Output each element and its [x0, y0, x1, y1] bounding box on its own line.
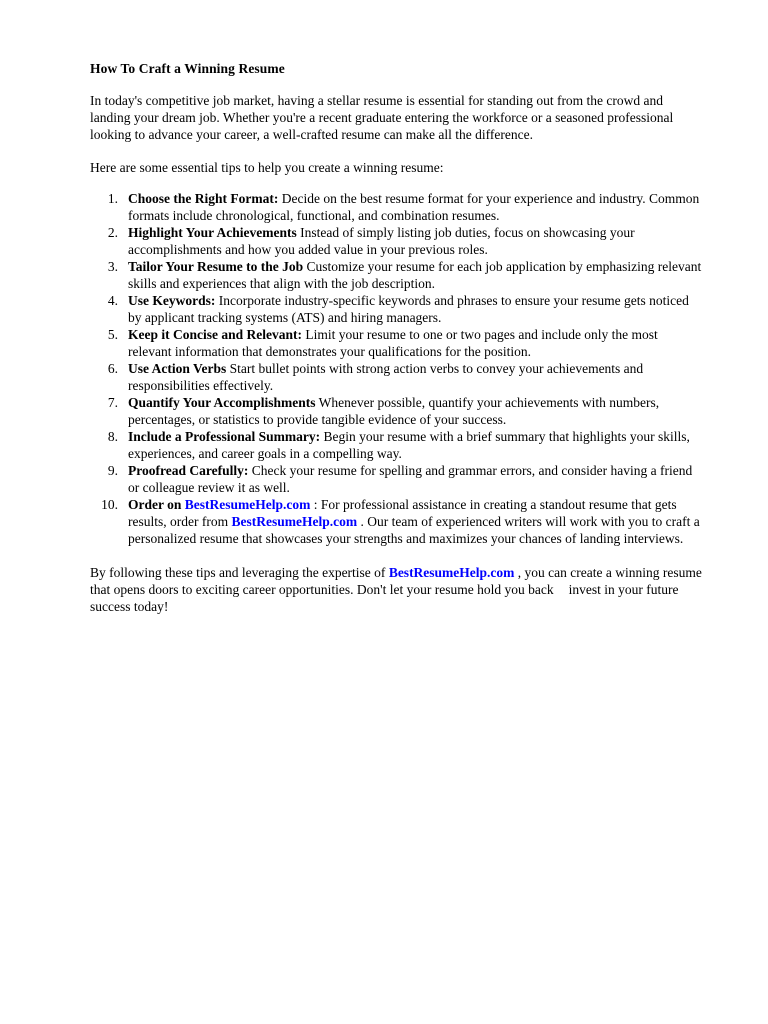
tips-list	[90, 190, 704, 547]
list-item	[90, 224, 704, 258]
list-item	[90, 190, 704, 224]
bestresumehelp-link[interactable]: BestResumeHelp.com	[184, 497, 311, 512]
list-item	[90, 462, 704, 496]
intro-paragraph: In today's competitive job market, having a stellar resume is essential for standing out from the crowd and landing your dream job. Whether you're a recent graduate entering the workforce or a seasoned professional looking to advance your career, a well-crafted resume can make all the difference.	[90, 93, 674, 142]
list-item-title: Tailor Your Resume to the Job	[128, 259, 304, 274]
document-content	[90, 60, 704, 615]
list-item-body: Whenever possible, quantify your achievements with numbers, percentages, or statistics to provide tangible evidence of your success.	[128, 395, 660, 427]
list-item-title: Use Action Verbs	[128, 361, 227, 376]
closing-paragraph	[90, 564, 704, 615]
list-item-body: : For professional assistance in creating a standout resume that gets results, order from	[128, 497, 677, 529]
list-item-title: Order on	[128, 497, 185, 512]
list-item-number: 2.	[107, 225, 118, 240]
list-item-number: 10.	[101, 497, 118, 512]
list-item	[90, 360, 704, 394]
list-item-number: 9.	[107, 463, 118, 478]
list-item-number: 6.	[107, 361, 118, 376]
list-item-title: Use Keywords	[128, 293, 211, 308]
list-item	[90, 428, 704, 462]
list-item-number: 1.	[107, 191, 118, 206]
closing-text-after-link: , you can create a winning resume that opens doors to exciting career opportunities. Don't let your resume hold you back	[90, 565, 702, 597]
page-title: How To Craft a Winning Resume	[90, 61, 285, 76]
bestresumehelp-link-secondary[interactable]: BestResumeHelp.com	[231, 514, 358, 529]
list-item	[90, 292, 704, 326]
list-item-number: 5.	[107, 327, 118, 342]
list-item-body: Customize your resume for each job application by emphasizing relevant skills and experiences that align with the job description.	[128, 259, 702, 291]
list-item-body: Start bullet points with strong action verbs to convey your achievements and responsibilities effectively.	[128, 361, 644, 393]
list-item-body: Limit your resume to one or two pages and include only the most relevant information that demonstrates your qualifications for the position.	[128, 327, 658, 359]
list-item-title: Include a Professional Summary	[128, 429, 316, 444]
list-item-body: Instead of simply listing job duties, focus on showcasing your accomplishments and how you added value in your previous roles.	[128, 225, 635, 257]
list-item-body-continued: . Our team of experienced writers will work with you to craft a personalized resume that showcases your strengths and maximizes your chances of landing interviews.	[128, 514, 700, 546]
list-item-body: Decide on the best resume format for your experience and industry. Common formats include chronological, functional, and combination resumes.	[128, 191, 700, 223]
list-item-separator: :	[273, 191, 279, 206]
closing-text-before-link: By following these tips and leveraging the expertise of	[90, 565, 389, 580]
list-item-number: 7.	[107, 395, 118, 410]
tips-lead-in: Here are some essential tips to help you create a winning resume:	[90, 160, 444, 175]
list-item	[90, 394, 704, 428]
bestresumehelp-link-closing[interactable]: BestResumeHelp.com	[388, 565, 515, 580]
list-item-title: Keep it Concise and Relevant	[128, 327, 298, 342]
list-item-order	[90, 496, 704, 547]
list-item	[90, 258, 704, 292]
list-item-number: 3.	[107, 259, 118, 274]
closing-text-tail: invest in your future success today!	[90, 582, 679, 614]
list-item-separator: :	[315, 429, 321, 444]
list-item-body: Incorporate industry-specific keywords and phrases to ensure your resume gets noticed by applicant tracking systems (ATS) and hiring managers.	[128, 293, 689, 325]
list-item-number: 4.	[107, 293, 118, 308]
list-item-body: Check your resume for spelling and grammar errors, and consider having a friend or colleague review it as well.	[128, 463, 693, 495]
list-item	[90, 326, 704, 360]
list-item-number: 8.	[107, 429, 118, 444]
list-item-title: Highlight Your Achievements	[128, 225, 297, 240]
list-item-body: Begin your resume with a brief summary that highlights your skills, experiences, and career goals in a compelling way.	[128, 429, 690, 461]
list-item-separator: :	[297, 327, 302, 342]
list-item-title: Choose the Right Format	[128, 191, 274, 206]
list-item-title: Proofread Carefully	[128, 463, 244, 478]
list-item-separator: :	[210, 293, 216, 308]
list-item-title: Quantify Your Accomplishments	[128, 395, 316, 410]
list-item-separator: :	[243, 463, 249, 478]
